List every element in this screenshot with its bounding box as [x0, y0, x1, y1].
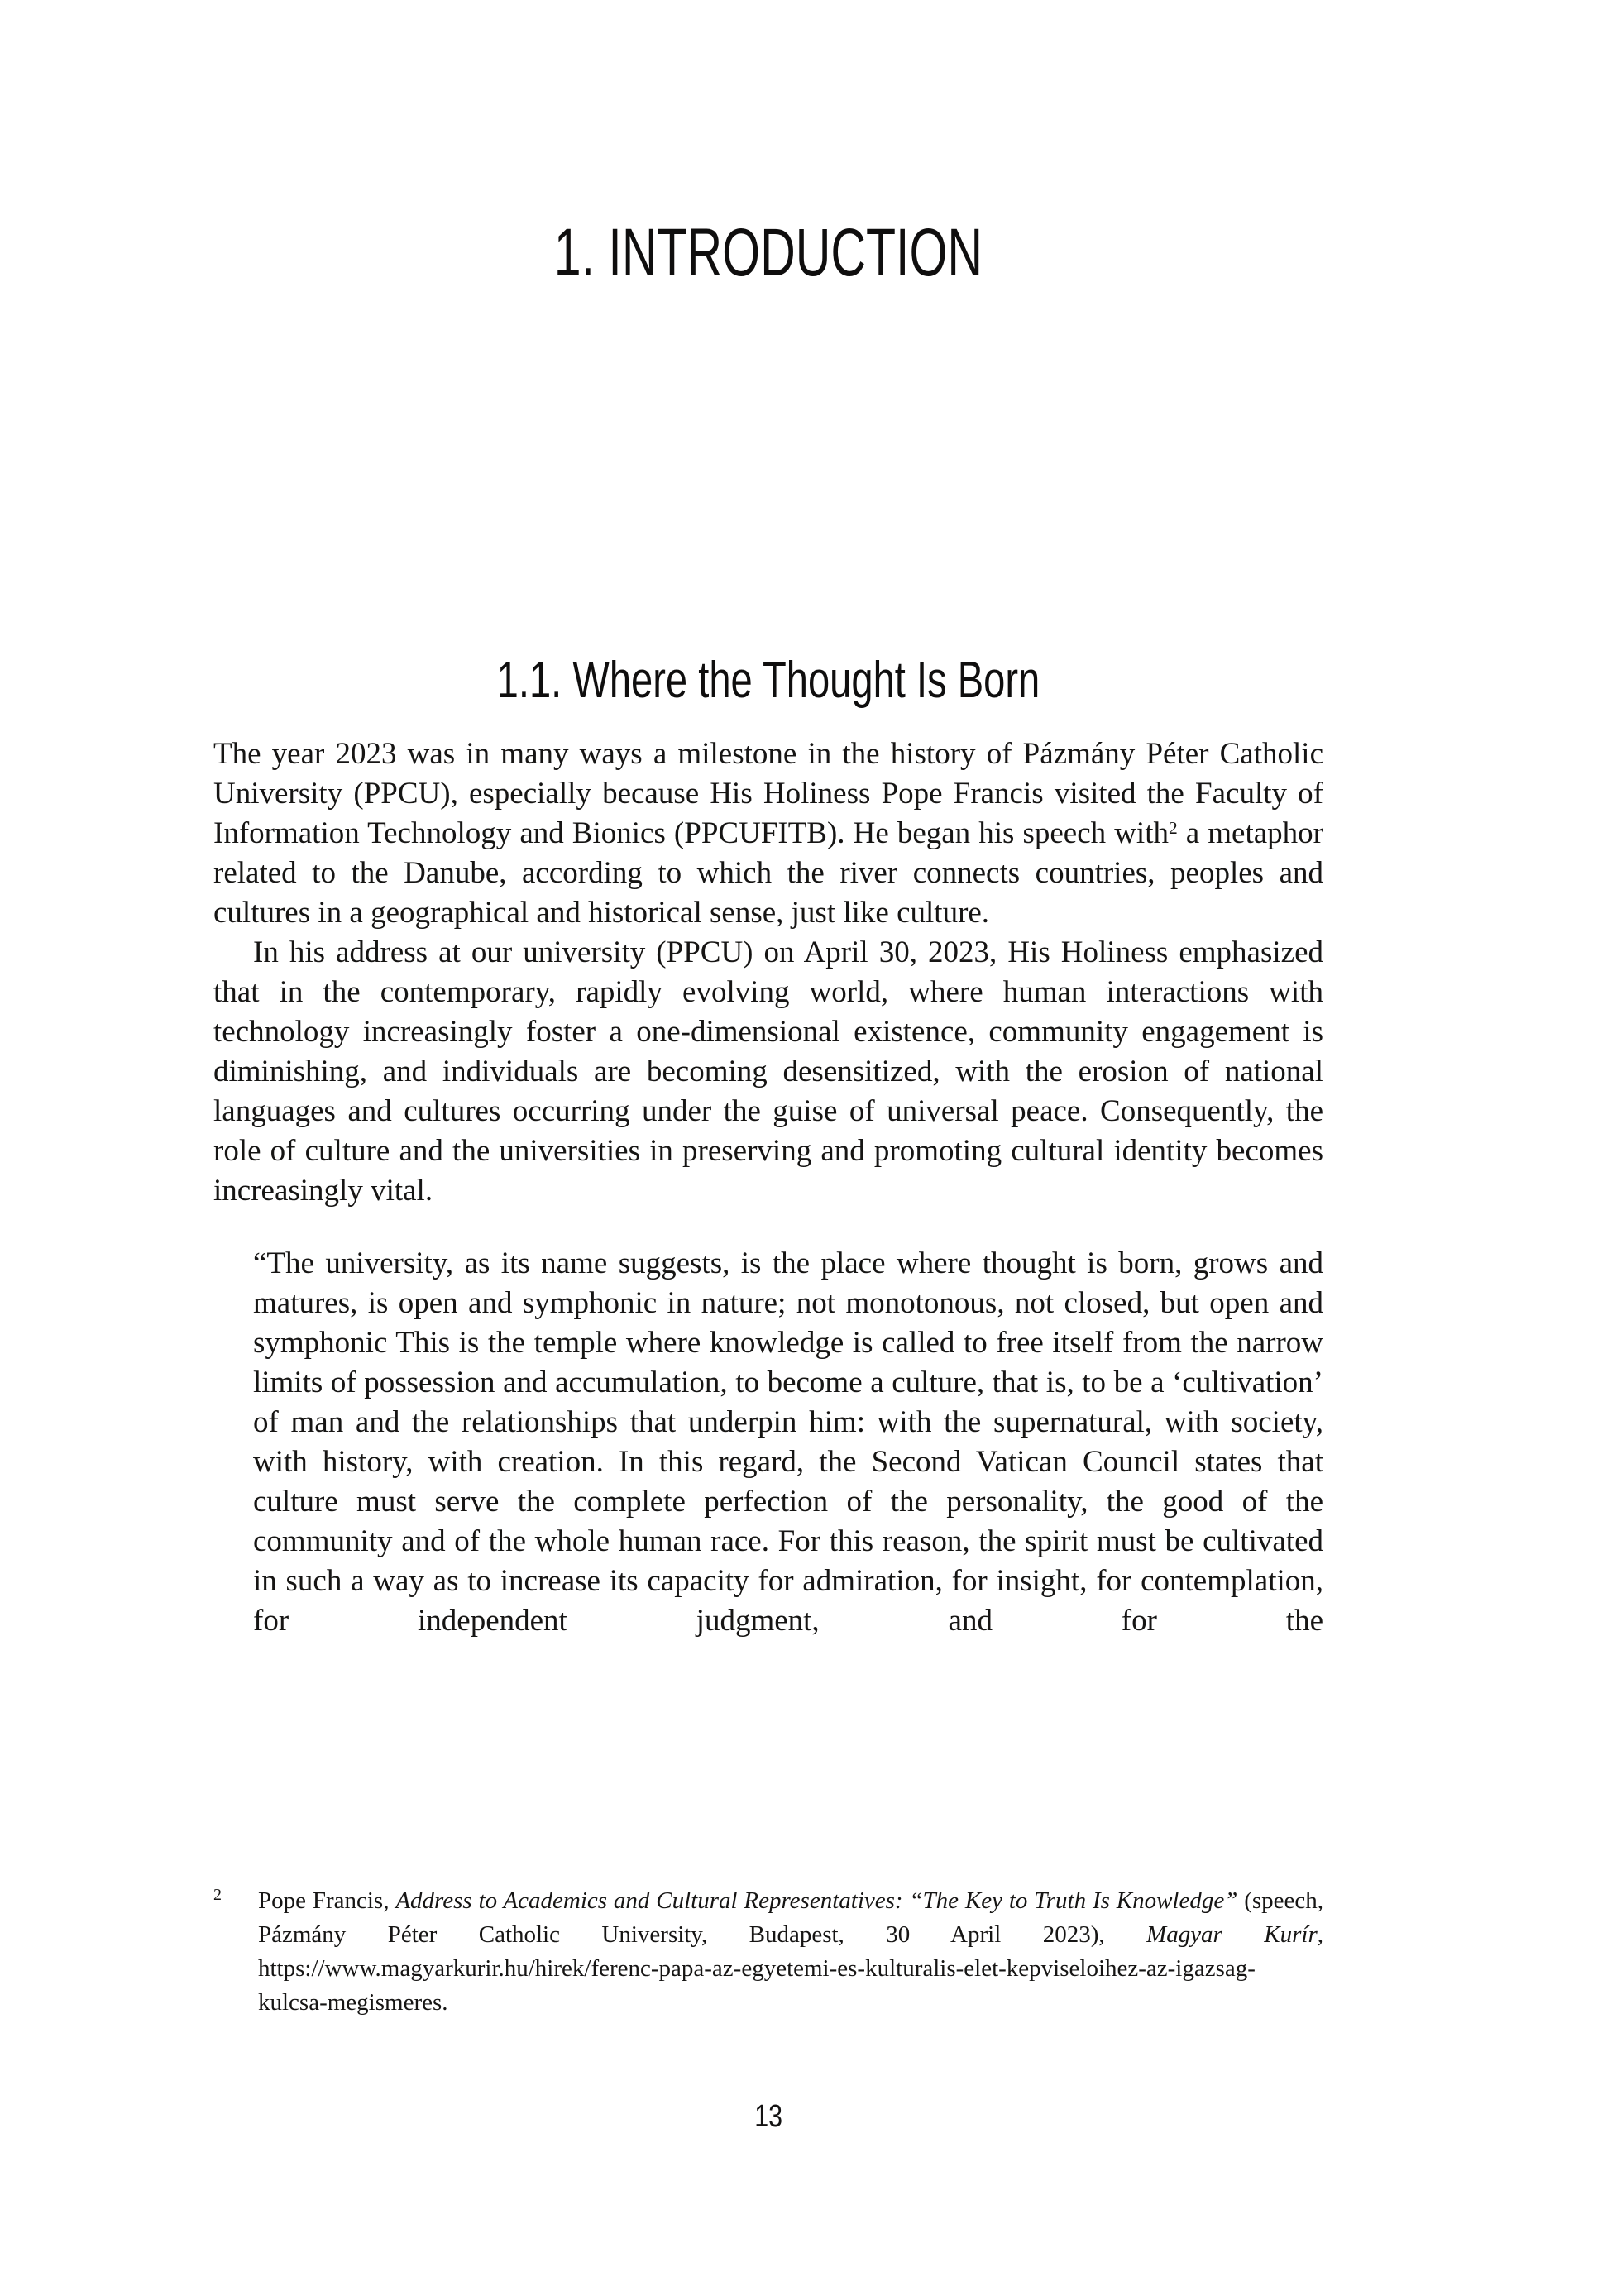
- body-text: [213, 734, 1323, 1641]
- paragraph-2: In his address at our university (PPCU) on April 30, 2023, His Holiness emphasized that in the contemporary, rapidly evolving world, where human interactions with technology increasingly foster a one-dimensional existence, community engagement is diminishing, and individuals are becoming desensitized, with the erosion of national languages and cultures occurring under the guise of universal peace. Consequently, the role of culture and the universities in preserving and promoting cultural identity becomes increasingly vital.: [213, 935, 1323, 1208]
- page-number: [213, 2101, 1323, 2132]
- section-title: [213, 652, 1323, 709]
- chapter-title: [213, 215, 1323, 290]
- footnote-url: , https://www.magyarkurir.hu/hirek/ferenc-papa-az-egyetemi-es-kulturalis-elet-kepviseloihez-az-igazsag-kulcsa-megismeres.: [258, 1921, 1323, 2016]
- section-title-text: 1.1. Where the Thought Is Born: [496, 652, 1040, 709]
- footnote-journal-name: Magyar Kurír: [1146, 1921, 1318, 1948]
- paragraph-1-text-start: The year 2023 was in many ways a milestone in the history of Pázmány Péter Catholic University (PPCU), especially because His Holiness Pope Francis visited the Faculty of Information Technology and Bionics (PPCUFITB). He began his speech with: [213, 737, 1323, 850]
- footnote-publication-details: (speech, Pázmány Péter Catholic University, Budapest, 30 April 2023),: [258, 1887, 1323, 1948]
- paragraph-1-text-end: a metaphor related to the Danube, according to which the river connects countries, peoples and cultures in a geographical and historical sense, just like culture.: [213, 816, 1323, 930]
- footnote-text: [213, 1884, 1323, 2020]
- footnote: [213, 1884, 1323, 2020]
- paragraph-1: [213, 734, 1323, 933]
- footnote-author: Pope Francis,: [258, 1887, 396, 1914]
- chapter-title-text: 1. INTRODUCTION: [553, 215, 983, 290]
- footnote-reference-2: 2: [1168, 818, 1178, 839]
- block-quote: “The university, as its name suggests, is the place where thought is born, grows and matures, is open and symphonic in nature; not monotonous, not closed, but open and symphonic This is the temple where knowledge is called to free itself from the narrow limits of possession and accumulation, to become a culture, that is, to be a ‘cultivation’ of man and the relationships that underpin him: with the supernatural, with society, with history, with creation. In this regard, the Second Vatican Council states that culture must serve the complete perfection of the personality, the good of the community and of the whole human race. For this reason, the spirit must be cultivated in such a way as to increase its capacity for admiration, for insight, for contemplation, for independent judgment, and for the: [253, 1246, 1323, 1638]
- page-number-text: 13: [754, 2099, 782, 2134]
- footnote-work-title: Address to Academics and Cultural Representatives: “The Key to Truth Is Knowledge”: [395, 1887, 1238, 1914]
- footnote-marker: 2: [213, 1886, 222, 1904]
